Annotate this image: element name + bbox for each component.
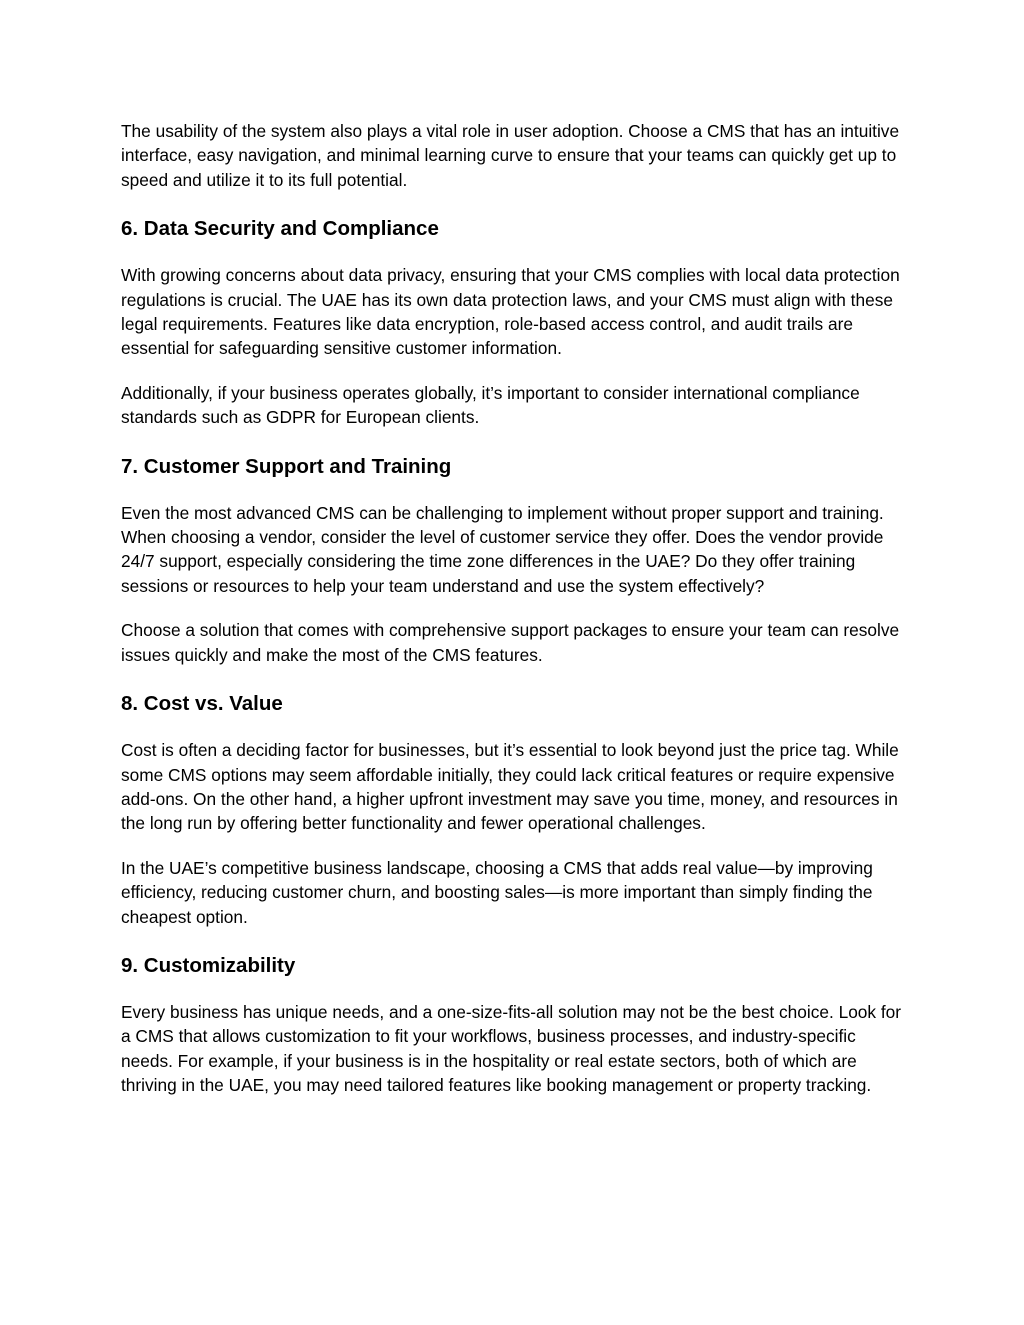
heading-data-security: 6. Data Security and Compliance: [121, 217, 439, 241]
document-page: [121, 119, 906, 1098]
paragraph-usability: The usability of the system also plays a vital role in user adoption. Choose a CMS that has an intuitive interface, easy navigation, and minimal learning curve to ensure that your teams can quickly get up to speed and utilize it to its full potential.: [121, 121, 900, 190]
paragraph-global-compliance: Additionally, if your business operates globally, it’s important to consider international compliance standards such as GDPR for European clients.: [121, 382, 860, 428]
paragraph-customization: Every business has unique needs, and a one-size-fits-all solution may not be the best choice. Look for a CMS that allows customization to fit your workflows, business processes, and industry-specific needs. For example, if your business is in the hospitality or real estate sectors, both of which are thriving in the UAE, you may need tailored features like booking management or property tracking.: [121, 1001, 902, 1096]
heading-customizability: 9. Customizability: [121, 953, 296, 977]
heading-customer-support: 7. Customer Support and Training: [121, 454, 452, 478]
paragraph-support-packages: Choose a solution that comes with comprehensive support packages to ensure your team can resolve issues quickly and make the most of the CMS features.: [121, 620, 900, 665]
paragraph-cost-factor: Cost is often a deciding factor for businesses, but it’s essential to look beyond just the price tag. While some CMS options may seem affordable initially, they could lack critical features or require expensive add-ons. On the other hand, a higher upfront investment may save you time, money, and resources in the long run by offering better functionality and fewer operational challenges.: [121, 740, 899, 834]
paragraph-data-privacy: With growing concerns about data privacy, ensuring that your CMS complies with local data protection regulations is crucial. The UAE has its own data protection laws, and your CMS must align with these legal requirements. Features like data encryption, role-based access control, and audit trails are essential for safeguarding sensitive customer information.: [121, 265, 900, 359]
heading-cost-value: 8. Cost vs. Value: [121, 692, 283, 716]
paragraph-support-training: Even the most advanced CMS can be challenging to implement without proper support and training. When choosing a vendor, consider the level of customer service they offer. Does the vendor provide 24/7 support, especially considering the time zone differences in the UAE? Do they offer training sessions or resources to help your team understand and use the system effectively?: [121, 502, 884, 596]
paragraph-uae-landscape: In the UAE’s competitive business landscape, choosing a CMS that adds real value—by improving efficiency, reducing customer churn, and boosting sales—is more important than simply finding the cheapest option.: [121, 857, 873, 927]
